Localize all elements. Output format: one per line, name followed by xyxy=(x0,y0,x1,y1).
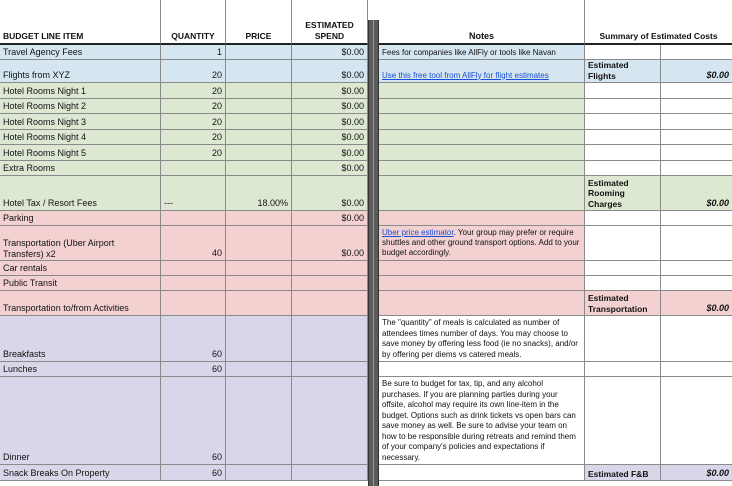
line-item-cell[interactable]: Dinner xyxy=(0,377,161,465)
spend-cell[interactable]: $0.00 xyxy=(292,60,368,83)
line-item-cell[interactable]: Travel Agency Fees xyxy=(0,45,161,60)
spend-cell[interactable]: $0.00 xyxy=(292,211,368,226)
spend-cell[interactable]: $0.00 xyxy=(292,130,368,145)
price-cell[interactable] xyxy=(226,226,292,261)
quantity-cell[interactable] xyxy=(161,211,226,226)
spend-cell[interactable] xyxy=(292,465,368,481)
summary-blank-cell[interactable] xyxy=(585,211,661,226)
summary-blank-cell[interactable] xyxy=(661,362,732,377)
price-cell[interactable] xyxy=(226,145,292,161)
line-item-cell[interactable]: Snack Breaks On Property xyxy=(0,465,161,481)
note-cell[interactable] xyxy=(379,465,585,481)
note-text: . Your group may prefer or require shuttles and other ground transport options. Add to your budget accordingly. xyxy=(382,228,580,257)
spend-cell[interactable]: $0.00 xyxy=(292,99,368,114)
quantity-cell[interactable]: 20 xyxy=(161,114,226,130)
summary-blank-cell[interactable] xyxy=(661,276,732,291)
header-notes: Notes xyxy=(379,0,585,45)
summary-blank-cell[interactable] xyxy=(585,161,661,176)
summary-blank-cell[interactable] xyxy=(661,316,732,362)
spend-cell[interactable]: $0.00 xyxy=(292,226,368,261)
flight-estimate-link[interactable]: Use this free tool from AllFly for flight estimates xyxy=(382,70,549,80)
summary-fb-value[interactable]: $0.00 xyxy=(661,465,732,481)
note-cell[interactable] xyxy=(379,261,585,276)
quantity-cell[interactable] xyxy=(161,291,226,316)
line-item-cell[interactable]: Transportation to/from Activities xyxy=(0,291,161,316)
spend-cell[interactable] xyxy=(292,316,368,362)
summary-blank-cell[interactable] xyxy=(585,316,661,362)
table-row xyxy=(0,377,732,465)
spend-cell[interactable] xyxy=(292,291,368,316)
header-quantity: QUANTITY xyxy=(161,0,226,45)
quantity-cell[interactable] xyxy=(161,261,226,276)
line-item-cell[interactable]: Public Transit xyxy=(0,276,161,291)
summary-fb-label[interactable]: Estimated F&B xyxy=(585,465,661,481)
price-cell[interactable] xyxy=(226,161,292,176)
table-row xyxy=(0,83,732,99)
table-row xyxy=(0,145,732,161)
price-cell[interactable] xyxy=(226,316,292,362)
spend-cell[interactable]: $0.00 xyxy=(292,114,368,130)
summary-blank-cell[interactable] xyxy=(661,130,732,145)
summary-blank-cell[interactable] xyxy=(585,99,661,114)
table-row xyxy=(0,291,732,316)
quantity-cell[interactable]: 40 xyxy=(161,226,226,261)
price-cell[interactable] xyxy=(226,377,292,465)
quantity-cell[interactable] xyxy=(161,161,226,176)
price-cell[interactable] xyxy=(226,465,292,481)
quantity-cell[interactable]: 60 xyxy=(161,316,226,362)
table-row xyxy=(0,362,732,377)
summary-blank-cell[interactable] xyxy=(661,145,732,161)
quantity-cell[interactable]: 60 xyxy=(161,362,226,377)
price-cell[interactable] xyxy=(226,114,292,130)
summary-flights-value[interactable]: $0.00 xyxy=(661,60,732,83)
summary-blank-cell[interactable] xyxy=(661,45,732,60)
price-cell[interactable]: 18.00% xyxy=(226,176,292,211)
price-cell[interactable] xyxy=(226,362,292,377)
line-item-cell[interactable]: Breakfasts xyxy=(0,316,161,362)
note-cell[interactable]: Be sure to budget for tax, tip, and any alcohol purchases. If you are planning parties during your offsite, alcohol may require its own line-item in the budget. Options such as drink tickets vs open bars can save money as well. Be sure to advise your team on how to be responsible during retreats and remind them of your company's policies and expectations if necessary. xyxy=(379,377,585,465)
summary-blank-cell[interactable] xyxy=(661,114,732,130)
quantity-cell[interactable]: 60 xyxy=(161,465,226,481)
table-row xyxy=(0,465,732,481)
note-cell[interactable] xyxy=(379,276,585,291)
summary-blank-cell[interactable] xyxy=(585,45,661,60)
quantity-cell[interactable]: 20 xyxy=(161,130,226,145)
line-item-cell[interactable]: Hotel Tax / Resort Fees xyxy=(0,176,161,211)
summary-blank-cell[interactable] xyxy=(661,377,732,465)
price-cell[interactable] xyxy=(226,261,292,276)
header-price: PRICE xyxy=(226,0,292,45)
spend-cell[interactable] xyxy=(292,261,368,276)
uber-estimator-link[interactable]: Uber price estimator xyxy=(382,228,454,237)
table-row xyxy=(0,176,732,211)
quantity-cell[interactable]: 20 xyxy=(161,145,226,161)
summary-blank-cell[interactable] xyxy=(661,261,732,276)
table-row xyxy=(0,45,732,60)
line-item-cell[interactable]: Flights from XYZ xyxy=(0,60,161,83)
table-row xyxy=(0,211,732,226)
quantity-cell[interactable]: --- xyxy=(161,176,226,211)
summary-blank-cell[interactable] xyxy=(585,145,661,161)
note-cell[interactable] xyxy=(379,130,585,145)
table-row xyxy=(0,114,732,130)
table-row xyxy=(0,226,732,261)
header-line-item: BUDGET LINE ITEM xyxy=(0,0,161,45)
spend-cell[interactable]: $0.00 xyxy=(292,161,368,176)
table-row xyxy=(0,161,732,176)
summary-blank-cell[interactable] xyxy=(585,276,661,291)
summary-blank-cell[interactable] xyxy=(661,211,732,226)
summary-blank-cell[interactable] xyxy=(661,83,732,99)
summary-blank-cell[interactable] xyxy=(661,99,732,114)
summary-flights-label[interactable]: Estimated Flights xyxy=(585,60,661,83)
quantity-cell[interactable]: 60 xyxy=(161,377,226,465)
summary-rooming-value[interactable]: $0.00 xyxy=(661,176,732,211)
quantity-cell[interactable]: 20 xyxy=(161,83,226,99)
summary-blank-cell[interactable] xyxy=(585,377,661,465)
note-cell[interactable] xyxy=(379,99,585,114)
note-cell[interactable] xyxy=(379,211,585,226)
summary-blank-cell[interactable] xyxy=(661,161,732,176)
quantity-cell[interactable] xyxy=(161,276,226,291)
header-estimated-spend: ESTIMATED SPEND xyxy=(292,0,368,45)
price-cell[interactable] xyxy=(226,83,292,99)
line-item-cell[interactable]: Hotel Rooms Night 1 xyxy=(0,83,161,99)
line-item-cell[interactable]: Parking xyxy=(0,211,161,226)
quantity-cell[interactable]: 1 xyxy=(161,45,226,60)
note-cell xyxy=(379,226,585,261)
table-row xyxy=(0,60,732,83)
line-item-cell[interactable]: Hotel Rooms Night 3 xyxy=(0,114,161,130)
spend-cell[interactable]: $0.00 xyxy=(292,145,368,161)
frozen-column-divider[interactable] xyxy=(368,20,379,486)
spend-cell[interactable] xyxy=(292,276,368,291)
summary-transportation-value[interactable]: $0.00 xyxy=(661,291,732,316)
header-row xyxy=(0,0,732,45)
line-item-cell[interactable]: Hotel Rooms Night 5 xyxy=(0,145,161,161)
note-cell[interactable]: The "quantity" of meals is calculated as number of attendees times number of days. You may choose to save money by offering less food (ie no snacks), and/or by offering per diems vs catered meals. xyxy=(379,316,585,362)
note-cell xyxy=(379,60,585,83)
note-cell[interactable] xyxy=(379,161,585,176)
table-row xyxy=(0,99,732,114)
spend-cell[interactable] xyxy=(292,377,368,465)
line-item-cell[interactable]: Lunches xyxy=(0,362,161,377)
summary-transportation-label[interactable]: Estimated Transportation xyxy=(585,291,661,316)
table-row xyxy=(0,316,732,362)
summary-blank-cell[interactable] xyxy=(585,114,661,130)
summary-blank-cell[interactable] xyxy=(585,83,661,99)
spend-cell[interactable]: $0.00 xyxy=(292,176,368,211)
note-cell[interactable] xyxy=(379,83,585,99)
summary-blank-cell[interactable] xyxy=(585,362,661,377)
spend-cell[interactable]: $0.00 xyxy=(292,83,368,99)
line-item-cell[interactable]: Hotel Rooms Night 2 xyxy=(0,99,161,114)
quantity-cell[interactable]: 20 xyxy=(161,60,226,83)
note-cell[interactable] xyxy=(379,291,585,316)
line-item-cell[interactable]: Extra Rooms xyxy=(0,161,161,176)
note-cell[interactable] xyxy=(379,176,585,211)
header-summary: Summary of Estimated Costs xyxy=(585,0,732,45)
summary-blank-cell[interactable] xyxy=(585,130,661,145)
summary-blank-cell[interactable] xyxy=(585,226,661,261)
price-cell[interactable] xyxy=(226,211,292,226)
price-cell[interactable] xyxy=(226,99,292,114)
line-item-cell[interactable]: Transportation (Uber Airport Transfers) x2 xyxy=(0,226,161,261)
table-row xyxy=(0,276,732,291)
note-cell[interactable] xyxy=(379,362,585,377)
summary-blank-cell[interactable] xyxy=(661,226,732,261)
price-cell[interactable] xyxy=(226,130,292,145)
note-cell[interactable] xyxy=(379,145,585,161)
summary-blank-cell[interactable] xyxy=(585,261,661,276)
price-cell[interactable] xyxy=(226,60,292,83)
spend-cell[interactable] xyxy=(292,362,368,377)
summary-rooming-label[interactable]: Estimated Rooming Charges xyxy=(585,176,661,211)
spend-cell[interactable]: $0.00 xyxy=(292,45,368,60)
price-cell[interactable] xyxy=(226,276,292,291)
note-cell[interactable] xyxy=(379,114,585,130)
note-cell[interactable]: Fees for companies like AllFly or tools like Navan xyxy=(379,45,585,60)
line-item-cell[interactable]: Hotel Rooms Night 4 xyxy=(0,130,161,145)
table-row xyxy=(0,130,732,145)
price-cell[interactable] xyxy=(226,291,292,316)
quantity-cell[interactable]: 20 xyxy=(161,99,226,114)
table-row xyxy=(0,261,732,276)
price-cell[interactable] xyxy=(226,45,292,60)
line-item-cell[interactable]: Car rentals xyxy=(0,261,161,276)
